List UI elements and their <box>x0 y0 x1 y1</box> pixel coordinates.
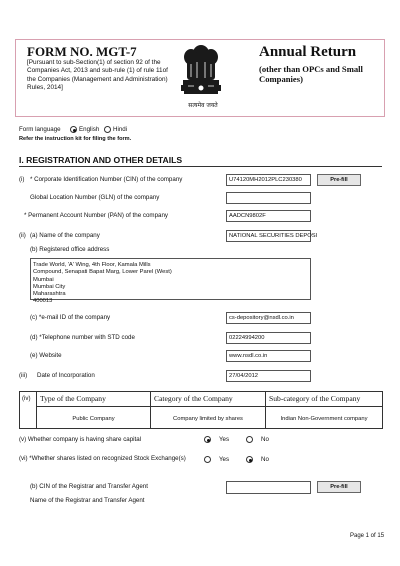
company-name-label: (a) Name of the company <box>30 232 100 239</box>
form-title: Annual Return <box>259 44 357 60</box>
name-marker: (ii) <box>19 232 26 239</box>
address-line: Mumbai <box>33 276 54 283</box>
table-divider <box>36 392 37 428</box>
national-emblem-icon <box>178 42 224 100</box>
registrar-cin-label: (b) CIN of the Registrar and Transfer Agent <box>30 483 148 490</box>
section-divider <box>19 166 382 167</box>
website-label: (e) Website <box>30 352 62 359</box>
table-cell: Indian Non-Government company <box>280 416 368 422</box>
share-capital-no-label: No <box>261 436 269 443</box>
form-legal-reference: [Pursuant to sub-Section(1) of section 92 of the Companies Act, 2013 and sub-rule (1) of rule 11of the Companies (Management and Administration) Rules, 2014] <box>27 59 168 92</box>
address-line: Mumbai City <box>33 283 66 290</box>
table-header: Category of the Company <box>154 394 233 403</box>
listed-yes-radio[interactable] <box>204 456 211 463</box>
language-english-radio[interactable] <box>70 126 77 133</box>
pan-field[interactable]: AADCN9802F <box>226 210 311 222</box>
telephone-field[interactable]: 02224994200 <box>226 332 311 344</box>
table-cell: Company limited by shares <box>173 416 243 422</box>
form-header <box>15 39 385 117</box>
listed-yes-label: Yes <box>219 456 230 463</box>
registrar-prefill-button[interactable]: Pre-fill <box>317 481 361 493</box>
email-field[interactable]: cs-depository@nsdl.co.in <box>226 312 311 324</box>
address-line: Compound, Senapati Bapat Marg, Lower Parel (West) <box>33 269 172 276</box>
gln-label: Global Location Number (GLN) of the company <box>30 194 160 201</box>
table-cell: Public Company <box>72 416 115 422</box>
gln-field[interactable] <box>226 192 311 204</box>
address-line: Maharashtra <box>33 291 66 298</box>
table-divider <box>36 406 382 407</box>
listed-no-label: No <box>261 456 269 463</box>
language-hindi-radio[interactable] <box>104 126 111 133</box>
address-line: Trade World, 'A' Wing, 4th Floor, Kamala Mills <box>33 262 151 268</box>
emblem-motto: सत्यमेव जयते <box>188 102 218 109</box>
form-subtitle: (other than OPCs and Small Companies) <box>259 64 363 84</box>
language-english-label: English <box>79 126 100 133</box>
registrar-name-label: Name of the Registrar and Transfer Agent <box>30 497 145 504</box>
language-hindi-label: Hindi <box>113 126 128 133</box>
company-name-field[interactable]: NATIONAL SECURITIES DEPOSI <box>226 230 311 242</box>
address-label: (b) Registered office address <box>30 246 110 253</box>
table-header: Type of the Company <box>40 394 106 403</box>
registered-address-field[interactable] <box>30 258 311 305</box>
page-number: Page 1 of 15 <box>350 533 385 539</box>
table-divider <box>150 392 151 428</box>
form-language-label: Form language <box>19 126 61 133</box>
instruction-note: Refer the instruction kit for filing the form. <box>19 136 132 142</box>
share-capital-no-radio[interactable] <box>246 436 253 443</box>
table-header: Sub-category of the Company <box>269 394 361 403</box>
registrar-cin-field[interactable] <box>226 481 311 494</box>
cin-prefill-button[interactable]: Pre-fill <box>317 174 361 186</box>
section-heading: I. REGISTRATION AND OTHER DETAILS <box>19 155 183 165</box>
incorporation-marker: (iii) <box>19 372 28 379</box>
telephone-label: (d) *Telephone number with STD code <box>30 334 135 341</box>
table-marker: (iv) <box>22 395 31 402</box>
form-number: FORM NO. MGT-7 <box>27 44 137 59</box>
cin-field[interactable]: U74120MH2012PLC230380 <box>226 174 311 186</box>
email-label: (c) *e-mail ID of the company <box>30 314 111 321</box>
incorporation-label: Date of Incorporation <box>37 372 95 379</box>
cin-marker: (i) <box>19 176 25 183</box>
company-type-table <box>19 391 383 429</box>
address-line: 400013 <box>33 298 53 305</box>
pan-label: * Permanent Account Number (PAN) of the company <box>24 212 168 219</box>
share-capital-yes-radio[interactable] <box>204 436 211 443</box>
share-capital-yes-label: Yes <box>219 436 230 443</box>
incorporation-date-field[interactable]: 27/04/2012 <box>226 370 311 382</box>
cin-label: * Corporate Identification Number (CIN) of the company <box>30 176 183 183</box>
website-field[interactable]: www.nsdl.co.in <box>226 350 311 362</box>
share-capital-label: (v) Whether company is having share capital <box>19 436 142 443</box>
listed-no-radio[interactable] <box>246 456 253 463</box>
table-divider <box>265 392 266 428</box>
listed-label: (vi) *Whether shares listed on recognized Stock Exchange(s) <box>19 455 186 462</box>
